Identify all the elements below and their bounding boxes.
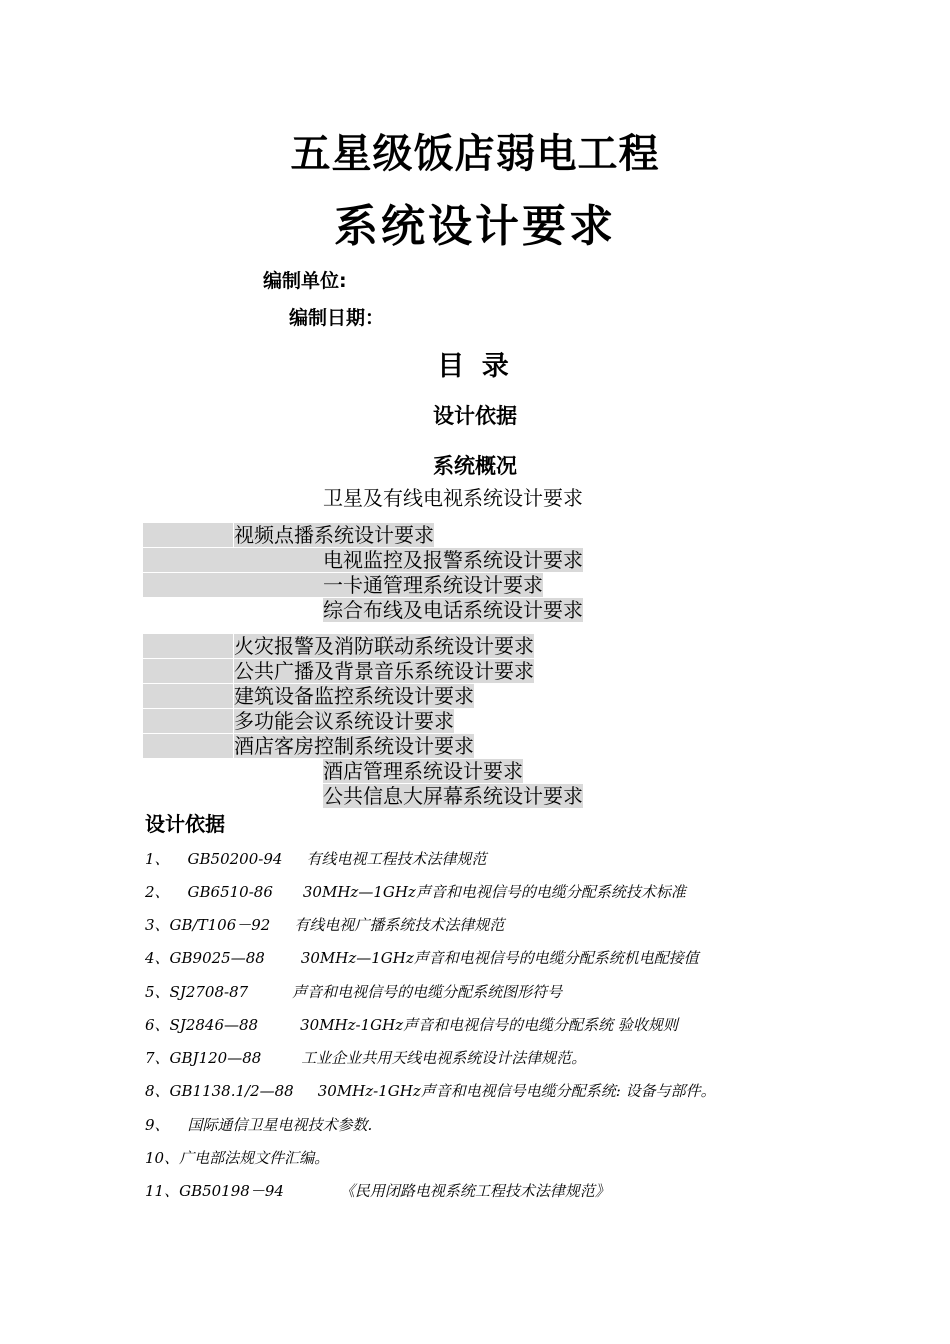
reference-text: 30MHz-1GHz声音和电视信号电缆分配系统: 设备与部件。 (317, 1082, 716, 1100)
highlight-shade (143, 734, 233, 758)
toc-item (0, 759, 950, 783)
reference-code: GB9025—88 (169, 949, 265, 967)
toc-main-item-basis: 设计依据 (433, 404, 517, 428)
reference-item (145, 881, 686, 902)
reference-item (145, 848, 486, 869)
document-title-line1: 五星级饭店弱电工程 (290, 130, 660, 177)
toc-item-label: 建筑设备监控系统设计要求 (234, 684, 474, 708)
reference-text: 《民用闭路电视系统工程技术法律规范》 (339, 1182, 610, 1200)
highlight-shade (143, 573, 323, 597)
toc-item (0, 523, 950, 547)
toc-item (0, 709, 950, 733)
highlight-shade (143, 548, 323, 572)
reference-number: 7、 (145, 1049, 170, 1067)
reference-code: GBJ120—88 (169, 1049, 262, 1067)
highlight-shade (143, 523, 233, 547)
reference-code: GB/T106－92 (169, 916, 271, 934)
highlight-shade (143, 659, 233, 683)
reference-item (145, 1180, 610, 1201)
reference-number: 4、 (145, 949, 170, 967)
reference-text: 30MHz—1GHz声音和电视信号的电缆分配系统技术标准 (302, 883, 686, 901)
reference-number: 10、 (145, 1149, 180, 1167)
toc-item-label: 酒店管理系统设计要求 (323, 759, 523, 783)
toc-item-label: 电视监控及报警系统设计要求 (323, 548, 583, 572)
reference-text: 30MHz-1GHz声音和电视信号的电缆分配系统 验收规则 (300, 1016, 678, 1034)
toc-item (0, 659, 950, 683)
compiling-date-label: 编制日期： (289, 307, 385, 329)
reference-item (145, 947, 699, 968)
toc-heading: 目 录 (437, 351, 513, 382)
reference-number: 8、 (145, 1082, 170, 1100)
toc-item-label: 多功能会议系统设计要求 (234, 709, 454, 733)
reference-code: GB50200-94 (187, 850, 283, 868)
compiling-unit-label: 编制单位: (263, 270, 347, 292)
reference-number: 11、 (145, 1182, 180, 1200)
toc-item-label: 公共信息大屏幕系统设计要求 (323, 784, 583, 808)
reference-text: 有线电视广播系统技术法律规范 (294, 916, 505, 934)
highlight-shade (143, 634, 233, 658)
reference-number: 9、 (145, 1116, 170, 1134)
section-title: 设计依据 (145, 812, 225, 836)
reference-number: 1、 (145, 850, 170, 868)
highlight-shade (143, 709, 233, 733)
toc-item-label: 酒店客房控制系统设计要求 (234, 734, 474, 758)
reference-code: GB50198－94 (179, 1182, 284, 1200)
reference-number: 2、 (145, 883, 170, 901)
toc-main-item-overview: 系统概况 (433, 454, 517, 478)
reference-text: 工业企业共用天线电视系统设计法律规范。 (301, 1049, 587, 1067)
reference-text: 声音和电视信号的电缆分配系统图形符号 (292, 983, 563, 1001)
toc-item-label: 卫星及有线电视系统设计要求 (323, 486, 583, 510)
toc-item-label: 火灾报警及消防联动系统设计要求 (234, 634, 534, 658)
toc-item (0, 548, 950, 572)
toc-item (0, 734, 950, 758)
reference-item (145, 1014, 678, 1035)
toc-item-label: 视频点播系统设计要求 (234, 523, 434, 547)
reference-item (145, 914, 504, 935)
highlight-shade (143, 684, 233, 708)
document-title-line2: 系统设计要求 (334, 201, 616, 252)
toc-item (0, 598, 950, 622)
reference-code: GB6510-86 (187, 883, 273, 901)
reference-number: 6、 (145, 1016, 170, 1034)
reference-text: 广电部法规文件汇编。 (179, 1149, 330, 1167)
toc-item-label: 一卡通管理系统设计要求 (323, 573, 543, 597)
toc-item (0, 684, 950, 708)
toc-item (0, 634, 950, 658)
toc-item (0, 784, 950, 808)
reference-item (145, 1080, 716, 1101)
reference-text: 30MHz—1GHz声音和电视信号的电缆分配系统机电配接值 (300, 949, 699, 967)
reference-code: SJ2846—88 (169, 1016, 259, 1034)
reference-text: 国际通信卫星电视技术参数. (187, 1116, 373, 1134)
reference-item (145, 1047, 586, 1068)
reference-number: 5、 (145, 983, 170, 1001)
reference-item (145, 1114, 372, 1135)
reference-text: 有线电视工程技术法律规范 (306, 850, 487, 868)
toc-item (0, 573, 950, 597)
toc-item (0, 486, 950, 510)
toc-item-label: 综合布线及电话系统设计要求 (323, 598, 583, 622)
reference-item (145, 981, 562, 1002)
reference-item (145, 1147, 329, 1168)
reference-number: 3、 (145, 916, 170, 934)
reference-code: GB1138.1/2—88 (169, 1082, 294, 1100)
reference-code: SJ2708-87 (169, 983, 249, 1001)
toc-item-label: 公共广播及背景音乐系统设计要求 (234, 659, 534, 683)
